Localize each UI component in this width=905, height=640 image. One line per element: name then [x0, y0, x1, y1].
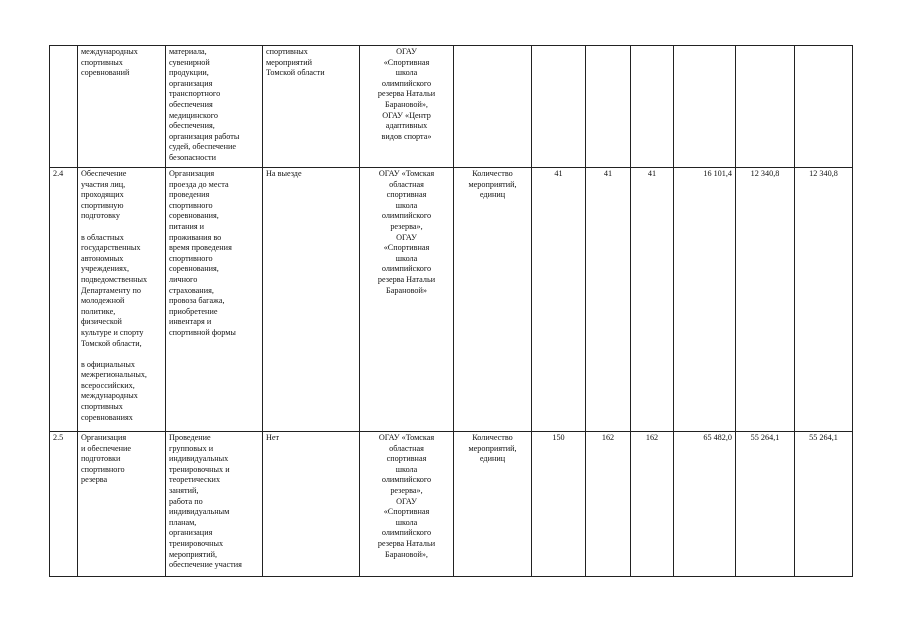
measure-content: Организация проезда до места проведения спортивного соревнования, питания и проживания во время проведения спортивного соревнования, личного страхования, провоза багажа, приобретение инвентаря и спортивной формы [166, 168, 263, 432]
row-number: 2.4 [50, 168, 78, 432]
funding-2: 12 340,8 [736, 168, 795, 432]
funding-1 [674, 46, 736, 168]
indicator: Количество мероприятий, единиц [454, 168, 532, 432]
row-number [50, 46, 78, 168]
program-table [49, 45, 853, 577]
value-3 [631, 46, 674, 168]
value-1: 150 [532, 432, 586, 577]
measure-location: Нет [263, 432, 360, 577]
value-1: 41 [532, 168, 586, 432]
table-row [50, 432, 853, 577]
value-1 [532, 46, 586, 168]
measure-content: Проведение групповых и индивидуальных тренировочных и теоретических занятий, работа по индивидуальным планам, организация тренировочных мероприятий, обеспечение участия [166, 432, 263, 577]
measure-name: Организация и обеспечение подготовки спортивного резерва [78, 432, 166, 577]
value-2 [586, 46, 631, 168]
value-3: 41 [631, 168, 674, 432]
funding-3 [795, 46, 853, 168]
funding-1: 16 101,4 [674, 168, 736, 432]
measure-content: материала, сувенирной продукции, организация транспортного обеспечения медицинского обеспечения, организация работы судей, обеспечение безопасности [166, 46, 263, 168]
value-3: 162 [631, 432, 674, 577]
funding-2: 55 264,1 [736, 432, 795, 577]
value-2: 162 [586, 432, 631, 577]
measure-name: Обеспечение участия лиц, проходящих спортивную подготовку в областных государственных автономных учреждениях, подведомственных Департаменту по молодежной политике, физической культуре и спорту Томской области, в официальных межрегиональных, всероссийских, международных спортивных соревнованиях [78, 168, 166, 432]
measure-name: международных спортивных соревнований [78, 46, 166, 168]
executor: ОГАУ «Томская областная спортивная школа олимпийского резерва», ОГАУ «Спортивная школа олимпийского резерва Натальи Барановой» [360, 168, 454, 432]
table-row [50, 168, 853, 432]
indicator: Количество мероприятий, единиц [454, 432, 532, 577]
executor: ОГАУ «Спортивная школа олимпийского резерва Натальи Барановой», ОГАУ «Центр адаптивных видов спорта» [360, 46, 454, 168]
measure-location: На выезде [263, 168, 360, 432]
funding-3: 55 264,1 [795, 432, 853, 577]
row-number: 2.5 [50, 432, 78, 577]
table-row [50, 46, 853, 168]
value-2: 41 [586, 168, 631, 432]
funding-1: 65 482,0 [674, 432, 736, 577]
funding-3: 12 340,8 [795, 168, 853, 432]
measure-location: спортивных мероприятий Томской области [263, 46, 360, 168]
funding-2 [736, 46, 795, 168]
indicator [454, 46, 532, 168]
executor: ОГАУ «Томская областная спортивная школа олимпийского резерва», ОГАУ «Спортивная школа олимпийского резерва Натальи Барановой», [360, 432, 454, 577]
